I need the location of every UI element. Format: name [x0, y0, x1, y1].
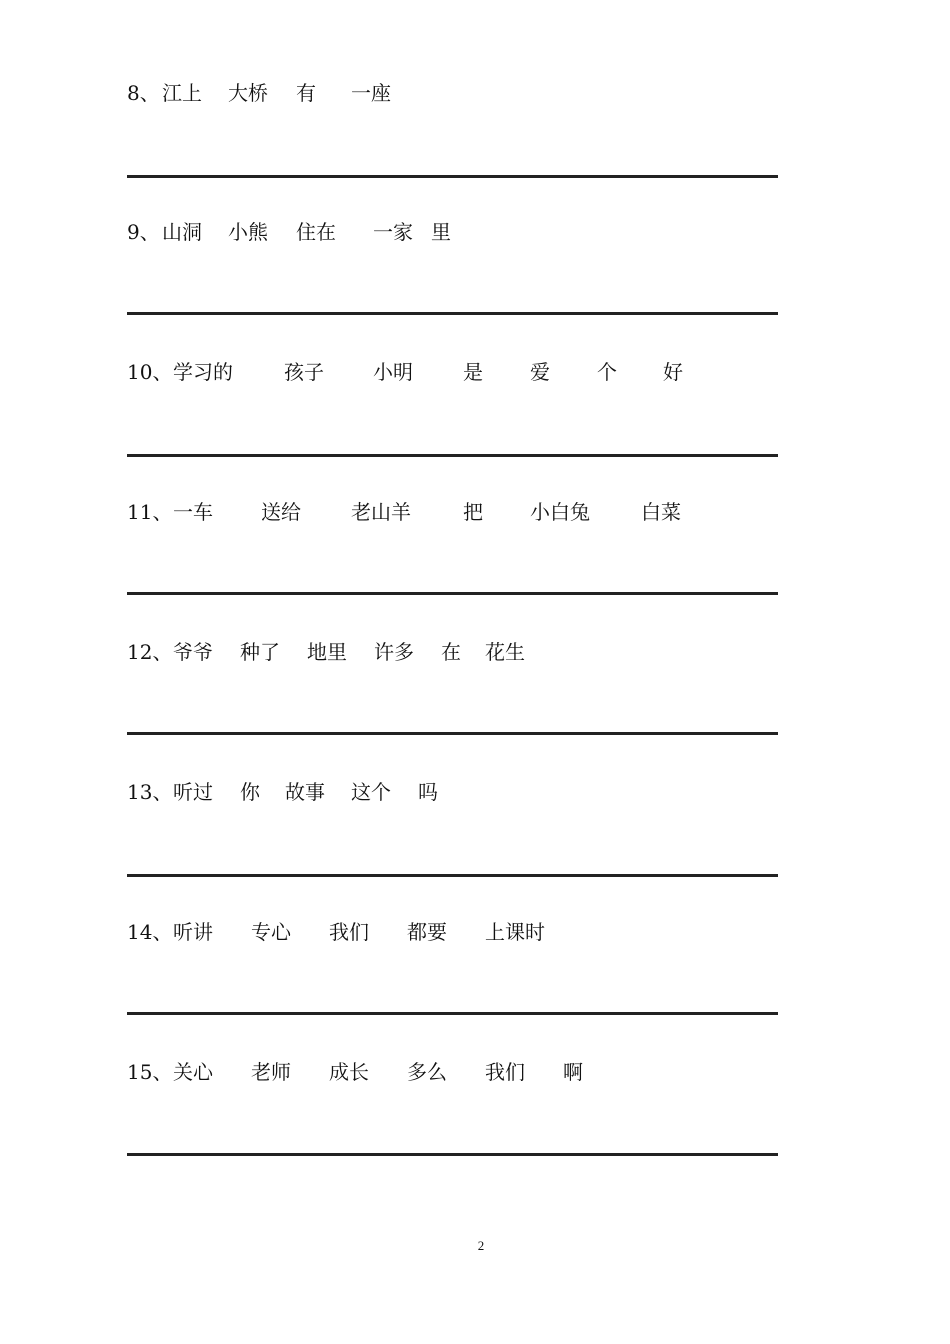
word-tile: 地里 [307, 640, 347, 664]
word-tile: 许多 [374, 640, 414, 664]
word-tile: 你 [240, 780, 260, 804]
word-tile: 爷爷 [173, 640, 213, 664]
answer-line[interactable] [127, 874, 778, 877]
word-tile: 小明 [373, 360, 413, 384]
exercise-10 [127, 359, 778, 499]
word-tile: 把 [463, 500, 483, 524]
word-tile: 个 [597, 360, 617, 384]
exercise-number: 8、 [127, 81, 160, 105]
word-tile: 种了 [240, 640, 280, 664]
word-tile: 好 [663, 360, 683, 384]
word-tile: 老山羊 [351, 500, 411, 524]
word-tile: 听过 [173, 780, 213, 804]
word-tile: 小熊 [228, 220, 268, 244]
word-tile: 成长 [329, 1060, 369, 1084]
word-tile: 大桥 [228, 81, 268, 105]
word-tile: 学习的 [173, 360, 233, 384]
word-tile: 江上 [162, 81, 202, 105]
exercise-9 [127, 219, 778, 359]
answer-line[interactable] [127, 1153, 778, 1156]
word-tile: 花生 [485, 640, 525, 664]
word-tile: 里 [431, 220, 451, 244]
exercise-13 [127, 779, 778, 919]
answer-line[interactable] [127, 732, 778, 735]
exercise-number: 10、 [127, 360, 173, 384]
word-tile: 是 [463, 360, 483, 384]
word-tile: 白菜 [641, 500, 681, 524]
exercise-number: 11、 [127, 500, 173, 524]
word-tile: 一家 [373, 220, 413, 244]
word-tile: 老师 [251, 1060, 291, 1084]
answer-line[interactable] [127, 1012, 778, 1015]
word-tile: 住在 [296, 220, 336, 244]
exercise-11 [127, 499, 778, 639]
word-tile: 吗 [418, 780, 438, 804]
word-tile: 有 [296, 81, 316, 105]
answer-line[interactable] [127, 312, 778, 315]
word-tile: 关心 [173, 1060, 213, 1084]
word-tile: 多么 [407, 1060, 447, 1084]
word-tile: 上课时 [485, 920, 545, 944]
word-tile: 我们 [329, 920, 369, 944]
word-tile: 这个 [351, 780, 391, 804]
word-tile: 故事 [285, 780, 325, 804]
exercise-number: 13、 [127, 780, 173, 804]
exercise-8 [127, 80, 778, 220]
word-tile: 一车 [173, 500, 213, 524]
word-tile: 山洞 [162, 220, 202, 244]
answer-line[interactable] [127, 454, 778, 457]
exercise-12 [127, 639, 778, 779]
word-tile: 孩子 [284, 360, 324, 384]
word-tile: 专心 [251, 920, 291, 944]
answer-line[interactable] [127, 592, 778, 595]
exercise-number: 12、 [127, 640, 173, 664]
word-tile: 我们 [485, 1060, 525, 1084]
answer-line[interactable] [127, 175, 778, 178]
page-number: 2 [477, 1238, 485, 1253]
exercise-number: 15、 [127, 1060, 173, 1084]
exercise-number: 14、 [127, 920, 173, 944]
word-tile: 爱 [530, 360, 550, 384]
word-tile: 小白兔 [530, 500, 590, 524]
word-tile: 送给 [261, 500, 301, 524]
exercise-15 [127, 1059, 778, 1199]
exercise-number: 9、 [127, 220, 160, 244]
word-tile: 一座 [351, 81, 391, 105]
word-tile: 啊 [563, 1060, 583, 1084]
word-tile: 都要 [407, 920, 447, 944]
word-tile: 听讲 [173, 920, 213, 944]
exercise-14 [127, 919, 778, 1059]
word-tile: 在 [441, 640, 461, 664]
